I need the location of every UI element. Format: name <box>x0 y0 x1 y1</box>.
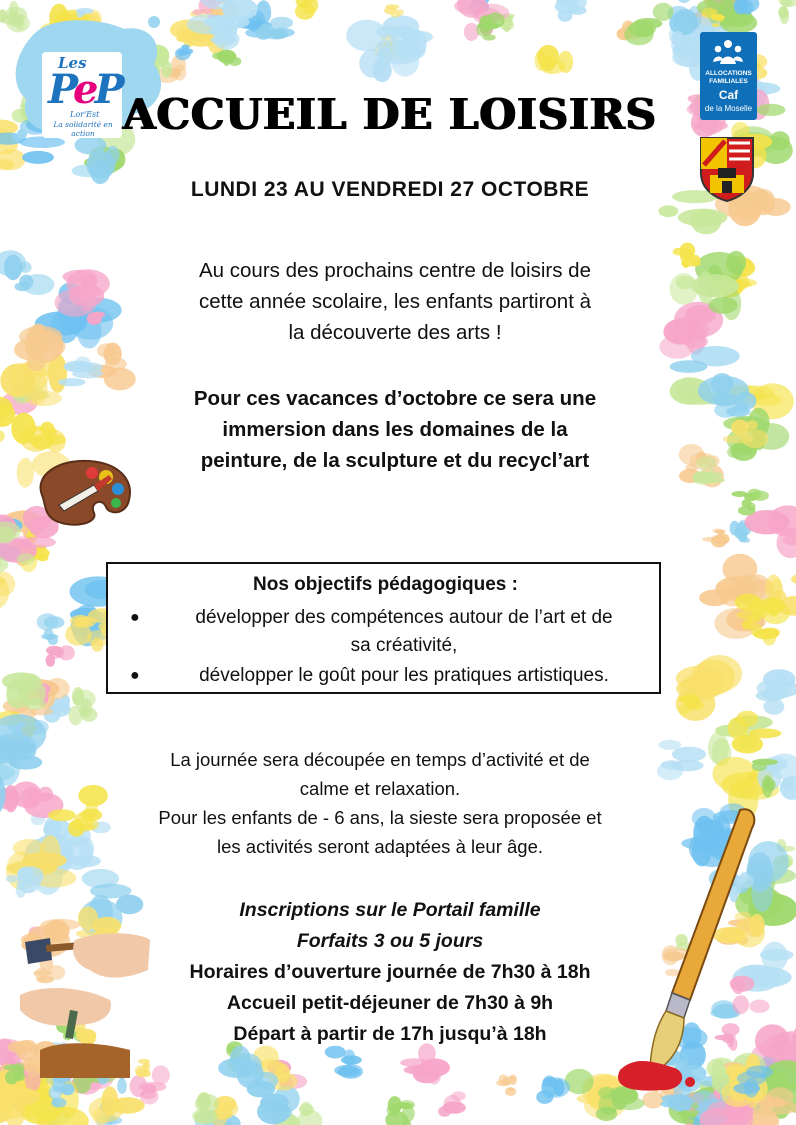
bullet-icon: ● <box>130 609 140 626</box>
pep-logo-les: Les <box>58 54 87 72</box>
objective-item <box>130 662 650 690</box>
paintbrush-icon <box>580 800 770 1100</box>
intro-line: Au cours des prochains centre de loisirs de <box>199 259 591 282</box>
caf-logo-sub: de la Moselle <box>704 104 753 113</box>
practical-info <box>150 895 630 1050</box>
caf-logo-word: Caf <box>718 88 739 102</box>
schedule-line: calme et relaxation. <box>299 778 461 799</box>
inscriptions-info: Inscriptions sur le Portail famille <box>239 899 541 921</box>
caf-logo-line2: FAMILIALES <box>709 78 748 85</box>
bullet-icon: ● <box>130 667 140 684</box>
caf-logo <box>700 32 757 120</box>
page-title: ACCUEIL DE LOISIRS <box>123 90 657 139</box>
pep-logo-word: PeP <box>48 66 121 113</box>
pep-logo <box>42 52 122 138</box>
theme-line: Pour ces vacances d’octobre ce sera une <box>193 387 597 410</box>
caf-family-icon <box>712 38 744 66</box>
theme-line: immersion dans les domaines de la <box>222 418 568 441</box>
coat-of-arms-icon <box>698 135 756 203</box>
objective-line: développer des compétences autour de l’art et de <box>195 607 613 628</box>
theme-paragraph <box>130 383 660 476</box>
pep-logo-region: Lor'Est <box>70 110 100 119</box>
paint-palette-icon <box>34 455 134 529</box>
intro-line: cette année scolaire, les enfants partiront à <box>198 290 591 313</box>
objectives-title: Nos objectifs pédagogiques : <box>253 574 518 595</box>
objectives-box <box>106 562 661 694</box>
departure-hours: Départ à partir de 17h jusqu’à 18h <box>233 1023 547 1045</box>
theme-line: peinture, de la sculpture et du recycl’art <box>200 449 590 472</box>
schedule-paragraph <box>100 745 660 861</box>
breakfast-hours: Accueil petit-déjeuner de 7h30 à 9h <box>226 992 554 1014</box>
intro-line: la découverte des arts ! <box>288 321 502 344</box>
forfaits-info: Forfaits 3 ou 5 jours <box>296 930 484 952</box>
caf-logo-line1: ALLOCATIONS <box>705 70 752 77</box>
schedule-line: les activités seront adaptées à leur âge. <box>217 836 543 857</box>
event-dates: LUNDI 23 AU VENDREDI 27 OCTOBRE <box>190 178 590 201</box>
objective-line: sa créativité, <box>350 635 458 656</box>
opening-hours: Horaires d’ouverture journée de 7h30 à 18h <box>189 961 591 983</box>
pep-logo-tagline: La solidarité en action <box>53 120 113 138</box>
objective-line: développer le goût pour les pratiques artistiques. <box>199 665 609 686</box>
schedule-line: La journée sera découpée en temps d’activité et de <box>170 749 590 770</box>
intro-paragraph <box>130 255 660 348</box>
schedule-line: Pour les enfants de - 6 ans, la sieste sera proposée et <box>158 807 602 828</box>
sculpting-hands-icon <box>20 930 155 1080</box>
objective-item <box>130 604 650 660</box>
